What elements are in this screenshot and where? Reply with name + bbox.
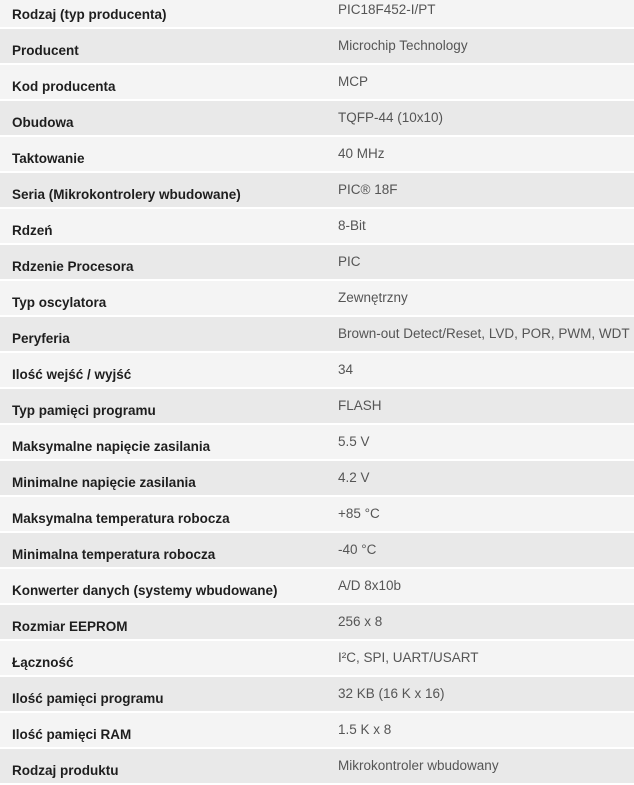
spec-value: Mikrokontroler wbudowany	[319, 749, 634, 785]
spec-value: 32 KB (16 K x 16)	[319, 677, 634, 713]
spec-row-eeprom-size	[0, 605, 634, 641]
spec-label: Seria (Mikrokontrolery wbudowane)	[0, 173, 319, 209]
spec-label: Maksymalne napięcie zasilania	[0, 425, 319, 461]
spec-value: TQFP-44 (10x10)	[319, 101, 634, 137]
spec-label: Rozmiar EEPROM	[0, 605, 319, 641]
spec-value: PIC	[319, 245, 634, 281]
spec-row-manufacturer-code	[0, 65, 634, 101]
spec-row-manufacturer-type	[0, 0, 634, 29]
spec-label: Ilość pamięci RAM	[0, 713, 319, 749]
spec-label: Taktowanie	[0, 137, 319, 173]
spec-value: MCP	[319, 65, 634, 101]
spec-value: 40 MHz	[319, 137, 634, 173]
spec-label: Rdzenie Procesora	[0, 245, 319, 281]
spec-value: -40 °C	[319, 533, 634, 569]
spec-value: Brown-out Detect/Reset, LVD, POR, PWM, WDT	[319, 317, 634, 353]
spec-value: 256 x 8	[319, 605, 634, 641]
spec-value: 4.2 V	[319, 461, 634, 497]
spec-label: Obudowa	[0, 101, 319, 137]
spec-row-min-operating-temp	[0, 533, 634, 569]
spec-label: Peryferia	[0, 317, 319, 353]
spec-value: Zewnętrzny	[319, 281, 634, 317]
spec-label: Minimalne napięcie zasilania	[0, 461, 319, 497]
spec-row-io-count	[0, 353, 634, 389]
spec-label: Ilość pamięci programu	[0, 677, 319, 713]
spec-label: Konwerter danych (systemy wbudowane)	[0, 569, 319, 605]
spec-row-package	[0, 101, 634, 137]
spec-row-core	[0, 209, 634, 245]
spec-value: FLASH	[319, 389, 634, 425]
spec-row-peripherals	[0, 317, 634, 353]
spec-row-ram-size	[0, 713, 634, 749]
spec-value: 8-Bit	[319, 209, 634, 245]
spec-label: Rdzeń	[0, 209, 319, 245]
spec-value: 5.5 V	[319, 425, 634, 461]
spec-value: 1.5 K x 8	[319, 713, 634, 749]
spec-label: Ilość wejść / wyjść	[0, 353, 319, 389]
spec-row-clock-speed	[0, 137, 634, 173]
spec-row-min-supply-voltage	[0, 461, 634, 497]
spec-value: PIC® 18F	[319, 173, 634, 209]
spec-label: Typ pamięci programu	[0, 389, 319, 425]
spec-row-max-operating-temp	[0, 497, 634, 533]
spec-row-processor-cores	[0, 245, 634, 281]
spec-value: Microchip Technology	[319, 29, 634, 65]
spec-row-data-converter	[0, 569, 634, 605]
spec-value: I²C, SPI, UART/USART	[319, 641, 634, 677]
spec-row-series	[0, 173, 634, 209]
spec-label: Typ oscylatora	[0, 281, 319, 317]
spec-row-program-memory-type	[0, 389, 634, 425]
spec-value: PIC18F452-I/PT	[319, 0, 634, 29]
spec-label: Minimalna temperatura robocza	[0, 533, 319, 569]
spec-value: 34	[319, 353, 634, 389]
spec-row-oscillator-type	[0, 281, 634, 317]
spec-label: Rodzaj produktu	[0, 749, 319, 785]
spec-label: Łączność	[0, 641, 319, 677]
spec-value: +85 °C	[319, 497, 634, 533]
spec-row-connectivity	[0, 641, 634, 677]
spec-row-manufacturer	[0, 29, 634, 65]
spec-label: Kod producenta	[0, 65, 319, 101]
spec-value: A/D 8x10b	[319, 569, 634, 605]
spec-label: Rodzaj (typ producenta)	[0, 0, 319, 29]
spec-label: Maksymalna temperatura robocza	[0, 497, 319, 533]
spec-row-program-memory-size	[0, 677, 634, 713]
spec-label: Producent	[0, 29, 319, 65]
spec-row-max-supply-voltage	[0, 425, 634, 461]
